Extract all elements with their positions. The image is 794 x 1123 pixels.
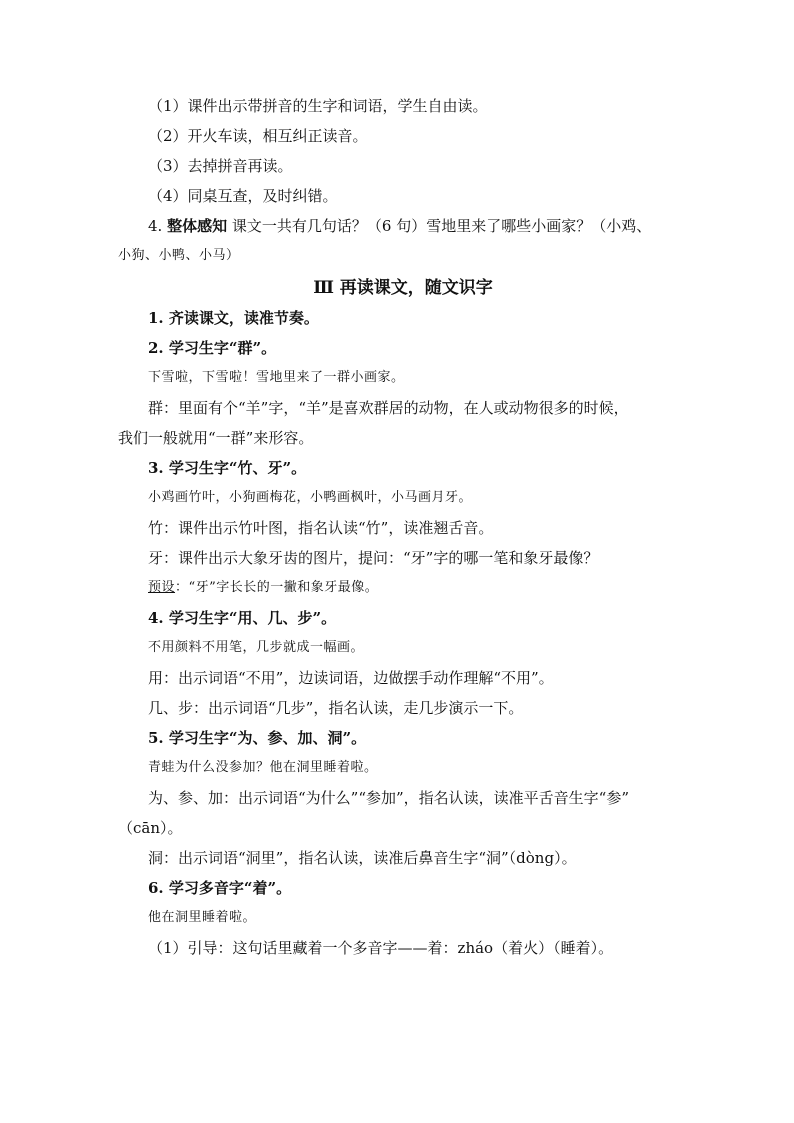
overall-perception (118, 216, 678, 236)
item-2-explain-continued: 我们一般就用“一群”来形容。 (118, 429, 314, 447)
preset-label: 预设 (148, 580, 176, 595)
item-4-quote: 不用颜料不用笔，几步就成一幅画。 (148, 640, 365, 655)
document-page (118, 96, 678, 968)
item-2-quote: 下雪啦，下雪啦！雪地里来了一群小画家。 (148, 370, 405, 385)
item-4-title: 4. 学习生字“用、几、步”。 (148, 609, 337, 627)
overall-perception-label: 整体感知 (167, 217, 228, 235)
item-5-title: 5. 学习生字“为、参、加、洞”。 (148, 729, 367, 747)
item-6-quote: 他在洞里睡着啦。 (148, 910, 257, 925)
item-3-quote: 小鸡画竹叶，小狗画梅花，小鸭画枫叶，小马画月牙。 (148, 490, 473, 505)
item-2-explain: 群：里面有个“羊”字，“羊”是喜欢群居的动物，在人或动物很多的时候， (148, 399, 629, 417)
overall-perception-text: 课文一共有几句话？（6 句）雪地里来了哪些小画家？（小鸡、 (227, 217, 652, 235)
item-3-ya: 牙：课件出示大象牙齿的图片，提问：“牙”字的哪一笔和象牙最像？ (148, 549, 599, 567)
item-4-jibu: 几、步：出示词语“几步”，指名认读，走几步演示一下。 (148, 699, 524, 717)
step-1: （1）课件出示带拼音的生字和词语，学生自由读。 (148, 97, 488, 115)
step-4: （4）同桌互查，及时纠错。 (148, 187, 338, 205)
item-1-title: 1. 齐读课文，读准节奏。 (148, 309, 319, 327)
step-3: （3）去掉拼音再读。 (148, 157, 293, 175)
item-6-title: 6. 学习多音字“着”。 (148, 879, 292, 897)
item-3-zhu: 竹：课件出示竹叶图，指名认读“竹”，读准翘舌音。 (148, 519, 494, 537)
item-5-dong: 洞：出示词语“洞里”，指名认读，读准后鼻音生字“洞”（dòng）。 (148, 849, 577, 867)
item-5-quote: 青蛙为什么没参加？他在洞里睡着啦。 (148, 760, 378, 775)
section-heading: Ⅲ 再读课文，随文识字 (313, 278, 493, 298)
item-number: 4. (148, 217, 168, 235)
item-4-yong: 用：出示词语“不用”，边读词语，边做摆手动作理解“不用”。 (148, 669, 554, 687)
item-2-title: 2. 学习生字“群”。 (148, 339, 277, 357)
item-3-preset (118, 578, 678, 598)
overall-perception-continued: 小狗、小鸭、小马） (118, 248, 240, 263)
step-2: （2）开火车读，相互纠正读音。 (148, 127, 368, 145)
item-3-title: 3. 学习生字“竹、牙”。 (148, 459, 307, 477)
preset-text: ：“牙”字长长的一撇和象牙最像。 (175, 580, 379, 595)
item-5-explain-continued: （cān）。 (118, 819, 183, 837)
item-6-step-1: （1）引导：这句话里藏着一个多音字——着：zháo（着火）（睡着）。 (148, 939, 614, 957)
item-5-explain: 为、参、加：出示词语“为什么”“参加”，指名认读，读准平舌音生字“参” (148, 789, 630, 807)
